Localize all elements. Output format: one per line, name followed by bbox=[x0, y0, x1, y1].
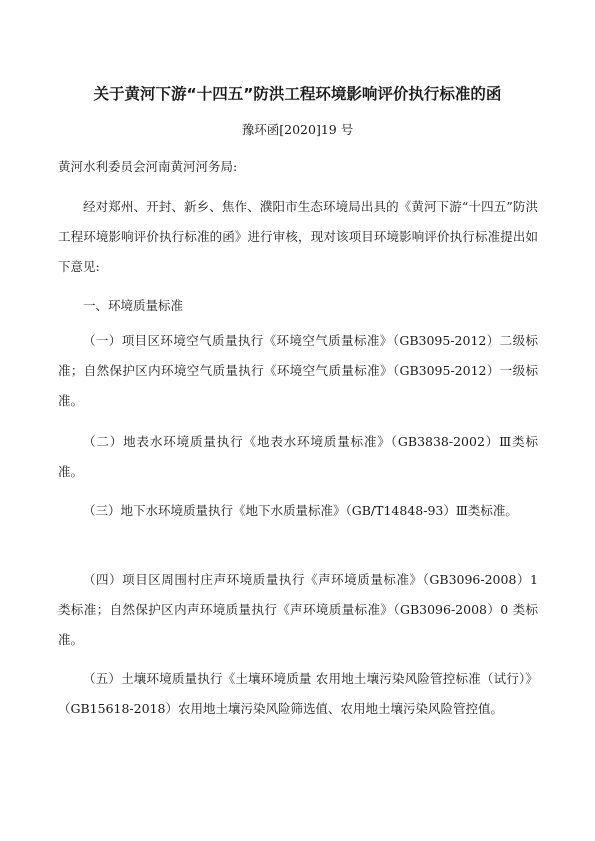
standard-item-groundwater: （三）地下水环境质量执行《地下水质量标准》（GB/T14848-93）Ⅲ类标准。 bbox=[83, 503, 518, 518]
addressee: 黄河水利委员会河南黄河河务局: bbox=[58, 159, 238, 174]
standard-item-noise: （四）项目区周围村庄声环境质量执行《声环境质量标准》（GB3096-2008）1 类标准；自然保护区内声环境质量执行《声环境质量标准》（GB3096-2008）0 类标准。 bbox=[58, 572, 538, 647]
standard-item-surface-water: （二）地表水环境质量执行《地表水环境质量标准》（GB3838-2002）Ⅲ类标准。 bbox=[58, 434, 538, 479]
standard-item-air: （一）项目区环境空气质量执行《环境空气质量标准》（GB3095-2012）二级标准；自然保护区内环境空气质量执行《环境空气质量标准》（GB3095-2012）一级标准。 bbox=[58, 333, 538, 408]
standard-item-soil: （五）土壤环境质量执行《土壤环境质量 农用地土壤污染风险管控标准（试行）》（GB15618-2018）农用地土壤污染风险筛选值、农用地土壤污染风险管控值。 bbox=[58, 671, 538, 716]
intro-paragraph: 经对郑州、开封、新乡、焦作、濮阳市生态环境局出具的《黄河下游“十四五”防洪工程环境影响评价执行标准的函》进行审核，现对该项目环境影响评价执行标准提出如下意见: bbox=[58, 199, 538, 274]
section-heading: 一、环境质量标准 bbox=[83, 298, 184, 313]
document-number: 豫环函[2020]19 号 bbox=[241, 122, 354, 137]
document-title: 关于黄河下游“十四五”防洪工程环境影响评价执行标准的函 bbox=[93, 85, 502, 103]
